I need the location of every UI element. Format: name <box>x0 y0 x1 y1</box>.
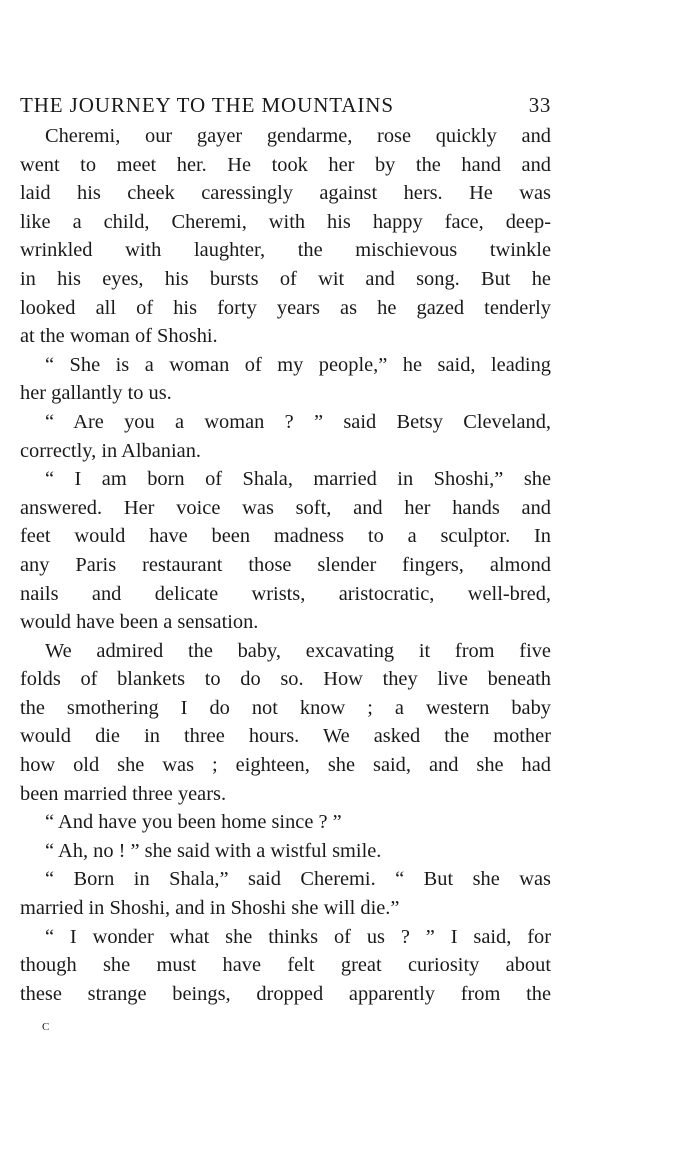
text-line: nails and delicate wrists, aristocratic, well-bred, <box>20 582 551 605</box>
text-line: went to meet her. He took her by the hand and <box>20 153 551 176</box>
text-line: though she must have felt great curiosity about <box>20 954 551 977</box>
text-line: like a child, Cheremi, with his happy face, deep- <box>20 210 551 233</box>
text-line: “ I wonder what she thinks of us ? ” I said, for <box>45 925 551 948</box>
text-line: We admired the baby, excavating it from five <box>45 639 551 662</box>
text-line: “ Are you a woman ? ” said Betsy Cleveland, <box>45 410 551 433</box>
text-line: answered. Her voice was soft, and her hands and <box>20 496 551 519</box>
text-line: at the woman of Shoshi. <box>20 325 218 348</box>
text-line: correctly, in Albanian. <box>20 439 201 462</box>
text-line: these strange beings, dropped apparently from the <box>20 982 551 1005</box>
page-number: 33 <box>528 93 551 117</box>
text-line: “ I am born of Shala, married in Shoshi,” she <box>45 468 551 491</box>
text-line: married in Shoshi, and in Shoshi she will die.” <box>20 897 400 920</box>
text-line: the smothering I do not know ; a western baby <box>20 696 551 719</box>
text-line: wrinkled with laughter, the mischievous twinkle <box>20 239 551 262</box>
text-line: “ Born in Shala,” said Cheremi. “ But she was <box>45 868 551 891</box>
text-line: her gallantly to us. <box>20 382 172 405</box>
signature-mark: c <box>42 1017 50 1035</box>
text-line: been married three years. <box>20 782 227 805</box>
text-line: would die in three hours. We asked the mother <box>20 725 551 748</box>
body-text <box>20 122 551 1008</box>
text-line: folds of blankets to do so. How they live beneath <box>20 668 551 691</box>
text-line: Cheremi, our gayer gendarme, rose quickly and <box>45 125 551 147</box>
running-head-title: THE JOURNEY TO THE MOUNTAINS <box>20 93 394 117</box>
text-line: looked all of his forty years as he gazed tenderly <box>20 296 551 319</box>
text-line: “ Ah, no ! ” she said with a wistful smile. <box>45 839 382 862</box>
text-line: “ She is a woman of my people,” he said, leading <box>45 353 551 376</box>
running-head <box>20 88 551 122</box>
text-line: “ And have you been home since ? ” <box>45 811 342 834</box>
text-line: in his eyes, his bursts of wit and song. But he <box>20 267 551 290</box>
text-line: would have been a sensation. <box>20 611 259 634</box>
text-line: any Paris restaurant those slender fingers, almond <box>20 553 551 576</box>
book-page <box>20 88 551 1038</box>
text-line: how old she was ; eighteen, she said, and she had <box>20 754 551 777</box>
text-line: feet would have been madness to a sculptor. In <box>20 525 551 548</box>
text-line: laid his cheek caressingly against hers. He was <box>20 182 551 205</box>
